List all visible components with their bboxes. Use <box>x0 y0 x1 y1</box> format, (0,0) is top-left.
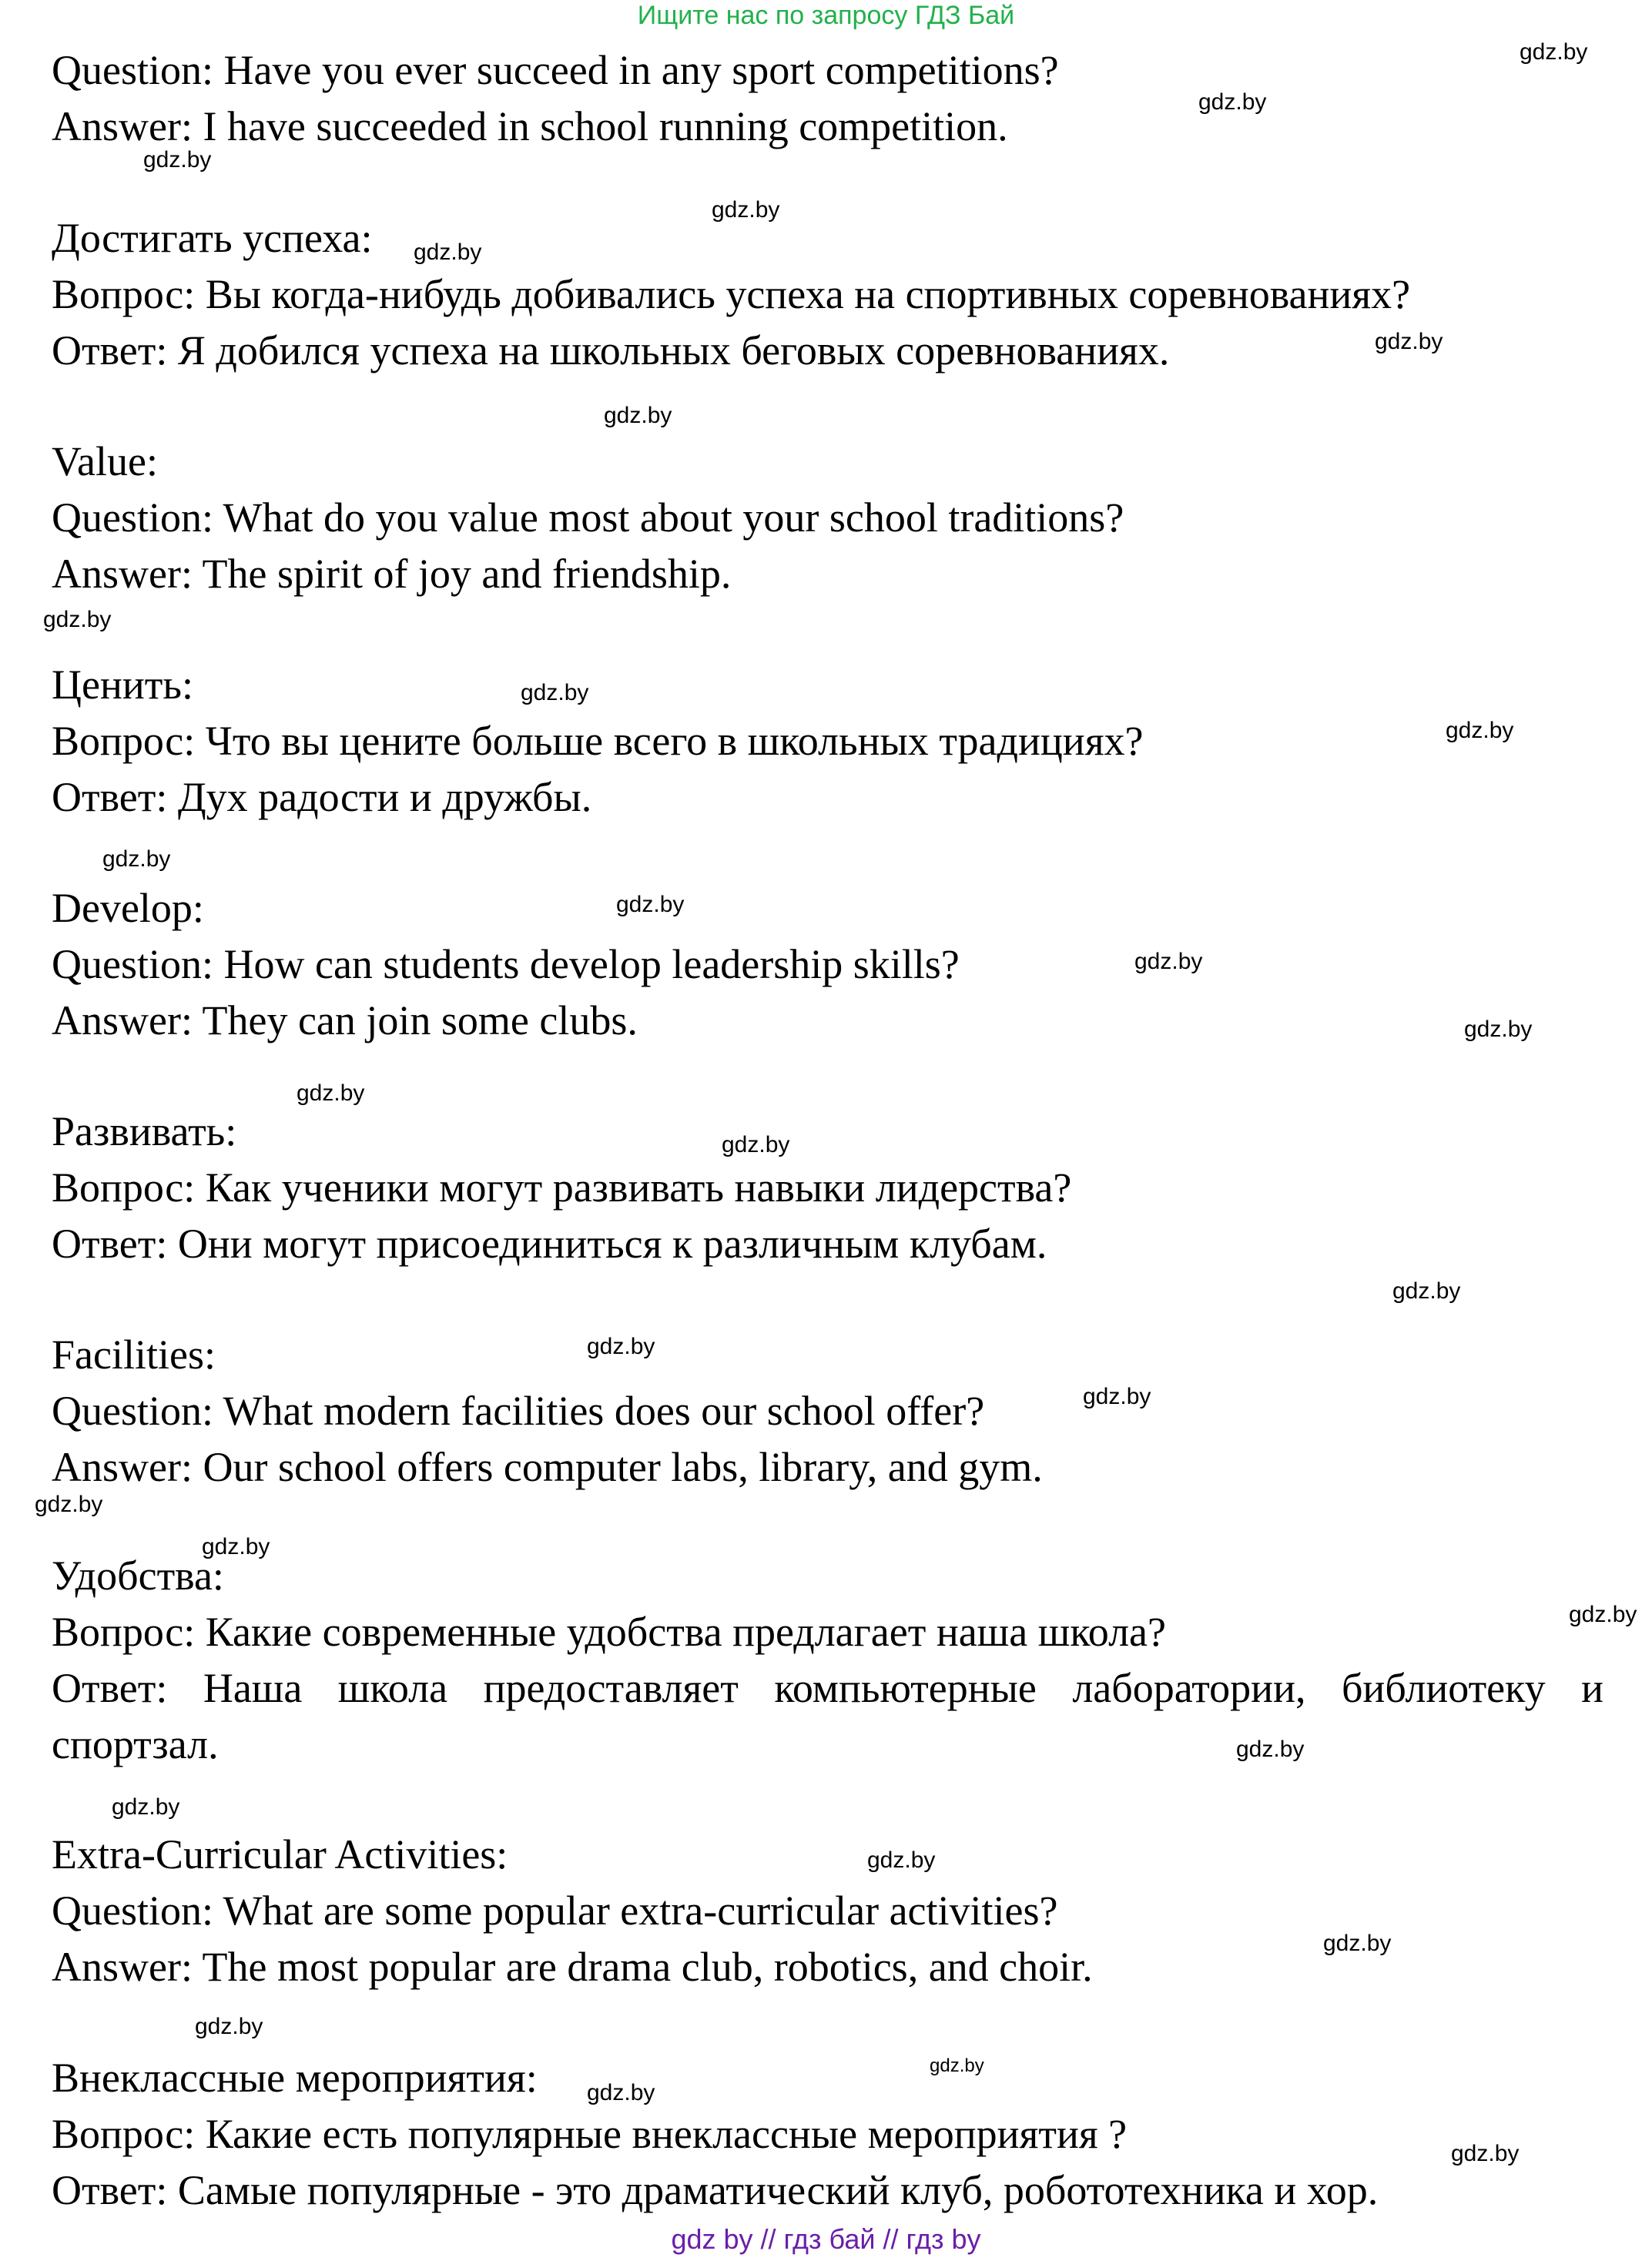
question-line: Вопрос: Как ученики могут развивать навыки лидерства? <box>52 1164 1072 1211</box>
answer-line-continuation: спортзал. <box>52 1721 219 1767</box>
heading-line: Внеклассные мероприятия: <box>52 2055 538 2101</box>
question-line: Question: What are some popular extra-curricular activities? <box>52 1888 1058 1934</box>
watermark: gdz.by <box>1198 89 1267 115</box>
qa-block-value-english <box>52 434 1603 602</box>
watermark: gdz.by <box>1569 1602 1637 1627</box>
answer-line: Answer: Our school offers computer labs, library, and gym. <box>52 1444 1043 1490</box>
watermark: gdz.by <box>1446 718 1514 743</box>
question-line: Question: What modern facilities does our school offer? <box>52 1388 985 1434</box>
heading-line: Develop: <box>52 885 204 931</box>
qa-block-develop-russian <box>52 1104 1603 1272</box>
watermark: gdz.by <box>1236 1737 1305 1762</box>
heading-line: Facilities: <box>52 1331 216 1378</box>
heading-line: Extra-Curricular Activities: <box>52 1831 508 1877</box>
watermark: gdz.by <box>587 2080 655 2105</box>
heading-line: Удобства: <box>52 1553 224 1599</box>
watermark: gdz.by <box>202 1534 270 1559</box>
question-line: Вопрос: Какие современные удобства предлагает наша школа? <box>52 1609 1166 1655</box>
watermark: gdz.by <box>1451 2141 1520 2166</box>
answer-line: Answer: They can join some clubs. <box>52 997 638 1043</box>
qa-block-facilities-russian <box>52 1548 1603 1773</box>
answer-line: Answer: The most popular are drama club, robotics, and choir. <box>52 1944 1093 1990</box>
top-search-banner: Ищите нас по запросу ГДЗ Бай <box>637 1 1015 30</box>
heading-line: Достигать успеха: <box>52 215 373 261</box>
watermark: gdz.by <box>195 2014 263 2039</box>
heading-line: Развивать: <box>52 1108 237 1154</box>
answer-line: Ответ: Они могут присоединиться к различным клубам. <box>52 1221 1047 1267</box>
watermark: gdz.by <box>930 2055 984 2076</box>
footer-site-links: gdz by // гдз бай // гдз by <box>671 2223 981 2255</box>
watermark: gdz.by <box>1134 949 1203 974</box>
qa-block-succeed-english <box>52 42 1603 155</box>
qa-block-extracurricular-english <box>52 1827 1603 1995</box>
watermark: gdz.by <box>1464 1017 1533 1042</box>
answer-line: Answer: The spirit of joy and friendship. <box>52 551 732 597</box>
watermark: gdz.by <box>587 1334 655 1359</box>
watermark: gdz.by <box>1323 1931 1392 1956</box>
qa-block-succeed-russian <box>52 210 1603 379</box>
question-line: Вопрос: Какие есть популярные внеклассные мероприятия ? <box>52 2111 1128 2157</box>
watermark: gdz.by <box>722 1132 790 1157</box>
watermark: gdz.by <box>521 680 589 705</box>
qa-block-extracurricular-russian <box>52 2050 1603 2219</box>
watermark: gdz.by <box>43 607 112 632</box>
heading-line: Value: <box>52 438 158 484</box>
question-line: Question: What do you value most about your school traditions? <box>52 494 1124 541</box>
watermark: gdz.by <box>414 239 482 265</box>
watermark: gdz.by <box>1375 329 1443 354</box>
qa-block-facilities-english <box>52 1327 1603 1496</box>
answer-line: Ответ: Я добился успеха на школьных беговых соревнованиях. <box>52 327 1170 373</box>
qa-block-develop-english <box>52 880 1603 1049</box>
heading-line: Ценить: <box>52 662 193 708</box>
answer-line: Answer: I have succeeded in school running competition. <box>52 103 1008 149</box>
watermark: gdz.by <box>35 1492 103 1517</box>
question-line: Question: How can students develop leadership skills? <box>52 941 960 987</box>
watermark: gdz.by <box>1083 1384 1151 1409</box>
watermark: gdz.by <box>112 1794 180 1820</box>
watermark: gdz.by <box>1392 1278 1461 1304</box>
question-line: Вопрос: Что вы цените больше всего в школьных традициях? <box>52 718 1144 764</box>
watermark: gdz.by <box>712 197 780 223</box>
watermark: gdz.by <box>143 147 212 173</box>
qa-block-value-russian <box>52 657 1603 826</box>
watermark: gdz.by <box>867 1847 936 1873</box>
watermark: gdz.by <box>297 1080 365 1106</box>
watermark: gdz.by <box>1520 39 1588 65</box>
watermark: gdz.by <box>604 403 672 428</box>
answer-line: Ответ: Самые популярные - это драматический клуб, робототехника и хор. <box>52 2167 1379 2213</box>
question-line: Вопрос: Вы когда-нибудь добивались успеха на спортивных соревнованиях? <box>52 271 1411 317</box>
watermark: gdz.by <box>616 892 685 917</box>
watermark: gdz.by <box>102 846 171 872</box>
answer-line: Ответ: Дух радости и дружбы. <box>52 774 592 820</box>
question-line: Question: Have you ever succeed in any sport competitions? <box>52 47 1059 93</box>
answer-line: Ответ: Наша школа предоставляет компьютерные лаборатории, библиотеку и <box>52 1665 1603 1711</box>
